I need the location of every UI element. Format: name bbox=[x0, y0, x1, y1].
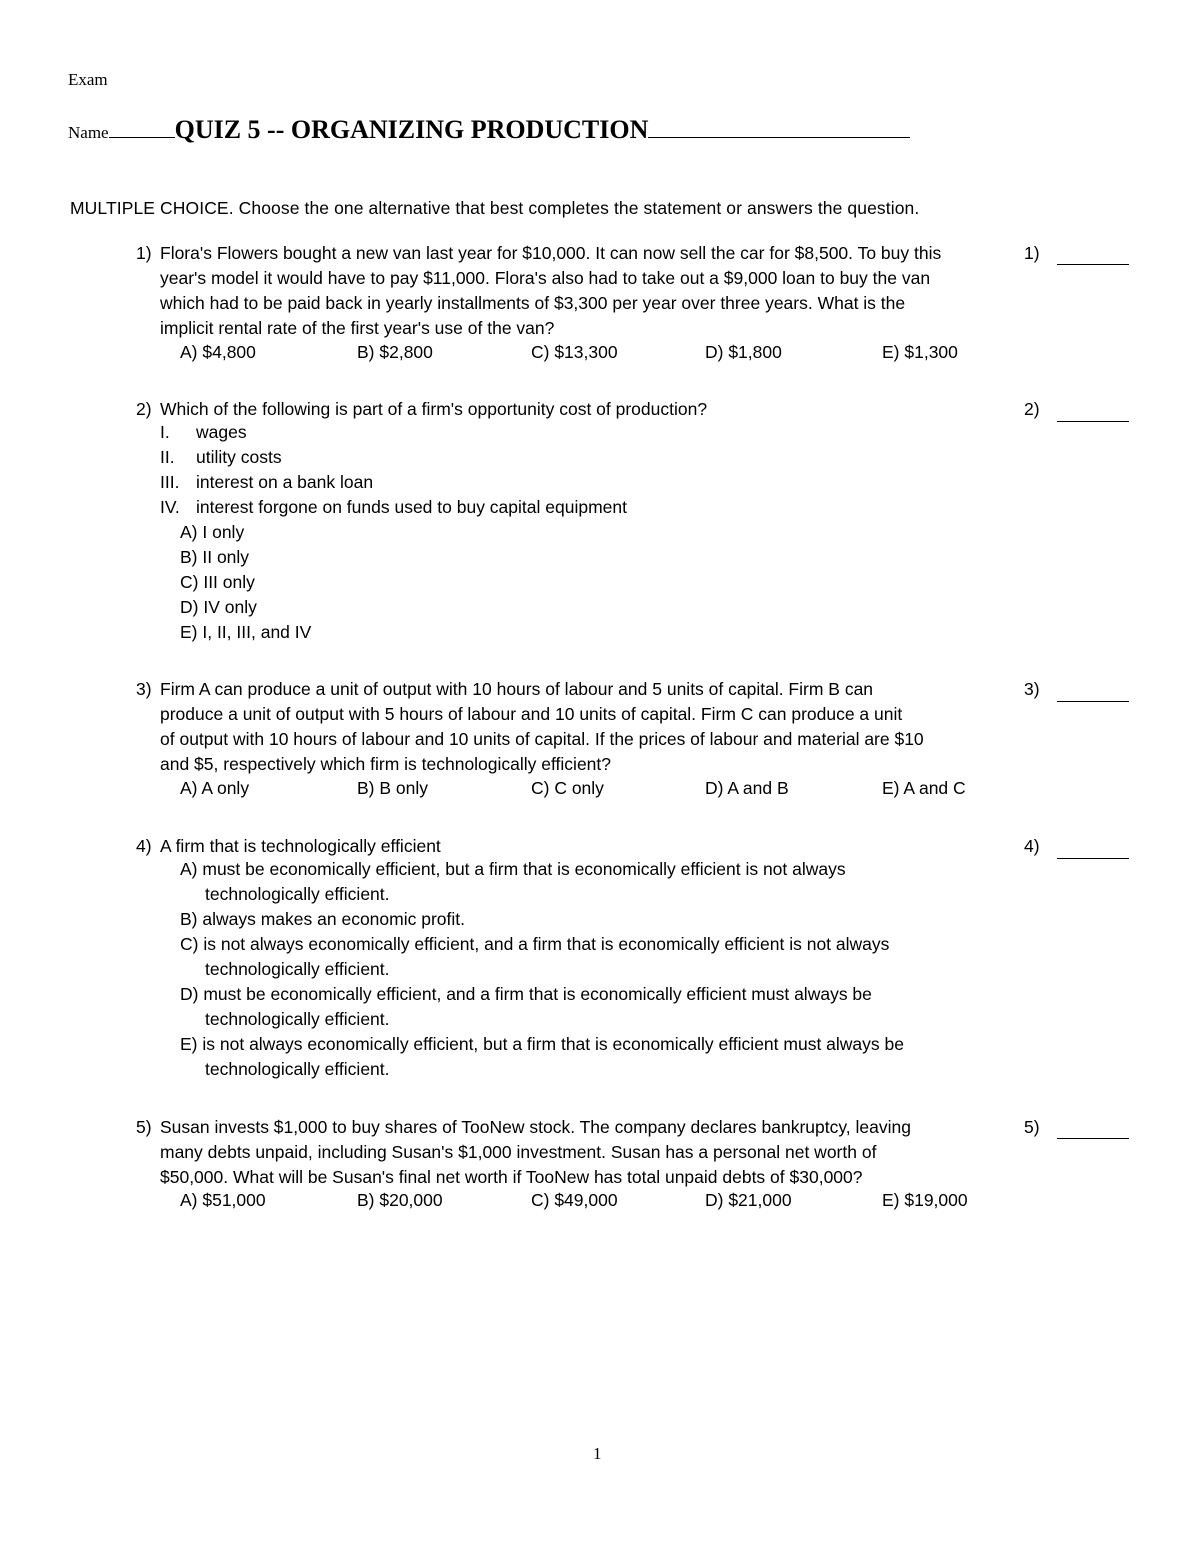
answer-blank[interactable] bbox=[1057, 1138, 1129, 1139]
choice-c[interactable]: C) C only bbox=[531, 778, 604, 798]
choice-d[interactable]: D) A and B bbox=[705, 778, 789, 798]
choice-b[interactable]: B) B only bbox=[357, 778, 428, 798]
choice-c[interactable]: C) III only bbox=[180, 572, 255, 592]
choice-b[interactable]: B) $2,800 bbox=[357, 342, 433, 362]
choice-d[interactable]: D) must be economically efficient, and a firm that is economically efficient must always be bbox=[180, 984, 872, 1004]
choice-d[interactable]: D) IV only bbox=[180, 597, 257, 617]
choice-e[interactable]: E) $19,000 bbox=[882, 1190, 968, 1210]
title-underline bbox=[648, 119, 910, 138]
choice-b[interactable]: B) always makes an economic profit. bbox=[180, 909, 465, 929]
question-text-line: Flora's Flowers bought a new van last year for $10,000. It can now sell the car for $8,500. To buy this bbox=[160, 243, 942, 263]
page-number: 1 bbox=[593, 1444, 602, 1463]
question-text-line: implicit rental rate of the first year's use of the van? bbox=[160, 318, 555, 338]
answer-blank[interactable] bbox=[1057, 264, 1129, 265]
roman-item: II. utility costs bbox=[160, 447, 282, 467]
exam-label: Exam bbox=[68, 70, 108, 89]
choice-c-continued: technologically efficient. bbox=[205, 959, 390, 979]
answer-blank[interactable] bbox=[1057, 701, 1129, 702]
choice-c[interactable]: C) is not always economically efficient, and a firm that is economically efficient is not always bbox=[180, 934, 890, 954]
question-text-line: A firm that is technologically efficient bbox=[160, 836, 441, 856]
name-line bbox=[68, 115, 910, 145]
choice-e[interactable]: E) A and C bbox=[882, 778, 966, 798]
question-number: 1) bbox=[136, 243, 152, 263]
choice-a[interactable]: A) must be economically efficient, but a firm that is economically efficient is not always bbox=[180, 859, 846, 879]
question-text-line: produce a unit of output with 5 hours of labour and 10 units of capital. Firm C can produce a unit bbox=[160, 704, 903, 724]
question-text-line: many debts unpaid, including Susan's $1,000 investment. Susan has a personal net worth of bbox=[160, 1142, 877, 1162]
answer-number: 1) bbox=[1024, 243, 1040, 263]
choice-b[interactable]: B) II only bbox=[180, 547, 250, 567]
choice-a[interactable]: A) $4,800 bbox=[180, 342, 256, 362]
choice-b[interactable]: B) $20,000 bbox=[357, 1190, 443, 1210]
answer-number: 2) bbox=[1024, 399, 1040, 419]
question-text-line: Which of the following is part of a firm's opportunity cost of production? bbox=[160, 399, 708, 419]
question-number: 5) bbox=[136, 1117, 152, 1137]
question-text-line: which had to be paid back in yearly installments of $3,300 per year over three years. What is the bbox=[160, 293, 906, 313]
question-text-line: Firm A can produce a unit of output with 10 hours of labour and 5 units of capital. Firm B can bbox=[160, 679, 874, 699]
answer-blank[interactable] bbox=[1057, 421, 1129, 422]
roman-item: III. interest on a bank loan bbox=[160, 472, 374, 492]
question-text-line: year's model it would have to pay $11,000. Flora's also had to take out a $9,000 loan to buy the van bbox=[160, 268, 931, 288]
question-text-line: and $5, respectively which firm is technologically efficient? bbox=[160, 754, 612, 774]
choice-a[interactable]: A) A only bbox=[180, 778, 250, 798]
answer-number: 3) bbox=[1024, 679, 1040, 699]
question-text-line: of output with 10 hours of labour and 10 units of capital. If the prices of labour and material are $10 bbox=[160, 729, 924, 749]
question-text-line: $50,000. What will be Susan's final net worth if TooNew has total unpaid debts of $30,000? bbox=[160, 1167, 863, 1187]
instructions: MULTIPLE CHOICE. Choose the one alternative that best completes the statement or answers the question. bbox=[70, 198, 920, 218]
answer-number: 4) bbox=[1024, 836, 1040, 856]
choice-c[interactable]: C) $49,000 bbox=[531, 1190, 618, 1210]
choice-e-continued: technologically efficient. bbox=[205, 1059, 390, 1079]
choice-d[interactable]: D) $21,000 bbox=[705, 1190, 792, 1210]
choice-e[interactable]: E) is not always economically efficient, but a firm that is economically efficient must always be bbox=[180, 1034, 904, 1054]
question-number: 4) bbox=[136, 836, 152, 856]
question-number: 2) bbox=[136, 399, 152, 419]
answer-blank[interactable] bbox=[1057, 858, 1129, 859]
choice-c[interactable]: C) $13,300 bbox=[531, 342, 618, 362]
choice-a[interactable]: A) I only bbox=[180, 522, 245, 542]
choice-d-continued: technologically efficient. bbox=[205, 1009, 390, 1029]
roman-item: I. wages bbox=[160, 422, 247, 442]
choice-d[interactable]: D) $1,800 bbox=[705, 342, 782, 362]
question-number: 3) bbox=[136, 679, 152, 699]
name-label: Name bbox=[68, 123, 109, 142]
answer-number: 5) bbox=[1024, 1117, 1040, 1137]
roman-item: IV. interest forgone on funds used to buy capital equipment bbox=[160, 497, 627, 517]
question-text-line: Susan invests $1,000 to buy shares of TooNew stock. The company declares bankruptcy, leaving bbox=[160, 1117, 911, 1137]
name-blank[interactable] bbox=[109, 119, 175, 138]
choice-a[interactable]: A) $51,000 bbox=[180, 1190, 266, 1210]
choice-e[interactable]: E) I, II, III, and IV bbox=[180, 622, 312, 642]
quiz-title: QUIZ 5 -- ORGANIZING PRODUCTION bbox=[174, 115, 649, 144]
choice-a-continued: technologically efficient. bbox=[205, 884, 390, 904]
choice-e[interactable]: E) $1,300 bbox=[882, 342, 958, 362]
